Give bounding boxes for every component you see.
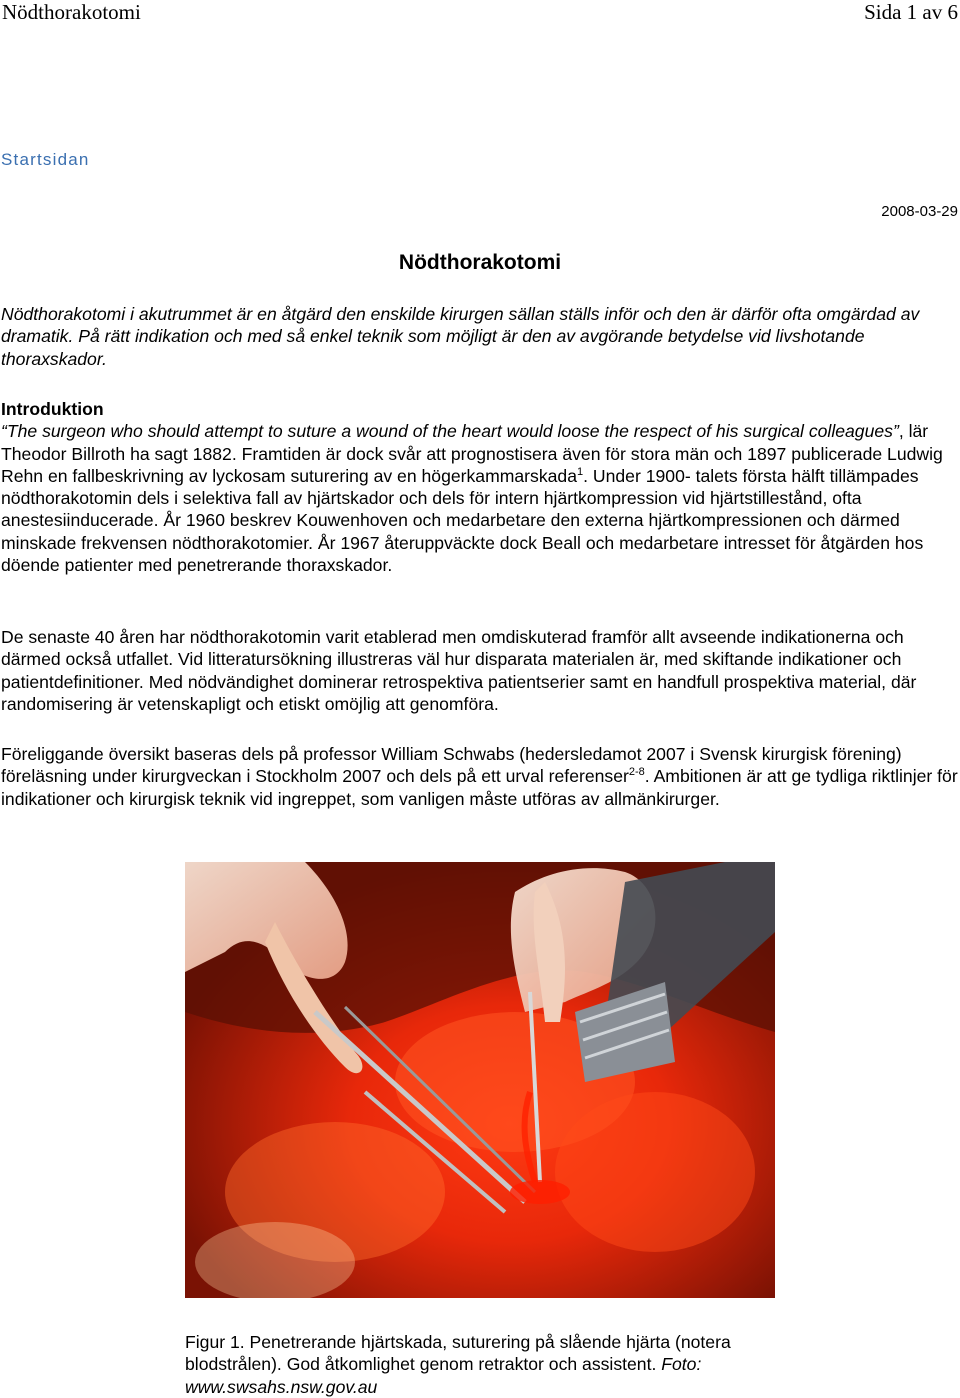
lead-text: Nödthorakotomi i akutrummet är en åtgärd den enskilde kirurgen sällan ställs inför och den är därför ofta omgärdad av dramatik. På rätt indikation och med så enkel teknik som möjligt är den av avgörande betydelse vid livshotande thoraxskador. bbox=[1, 304, 920, 369]
paragraph-2 bbox=[1, 626, 959, 715]
article-date: 2008-03-29 bbox=[881, 203, 958, 220]
caption-credit: Foto: www.swsahs.nsw.gov.au bbox=[185, 1354, 702, 1397]
page-indicator: Sida 1 av 6 bbox=[864, 0, 958, 24]
paragraph-3-a: Föreliggande översikt baseras dels på professor William Schwabs (hedersledamot 2007 i Svensk kirurgisk förening) föreläsning under kirurgveckan i Stockholm 2007 och dels på ett urval referenser bbox=[1, 744, 902, 787]
surgery-photo bbox=[185, 862, 775, 1298]
page-title: Nödthorakotomi bbox=[398, 251, 562, 274]
reference-sup: 2-8 bbox=[628, 766, 645, 779]
intro-text-2: . Under 1900- talets första hälft tillämpades nödthorakotomin dels i selektiva fall av hjärtskador och dels för intern hjärtkompression vid hjärtstillestånd, ofta anestesiinducerade. År 1960 beskrev Kouwenhoven och medarbetare den externa hjärtkompressionen och därmed minskade frekvensen nödthorakotomier. År 1967 återuppväckte dock Beall och medarbetare intresset för åtgärden hos döende patienter med penetrerande thoraxskador. bbox=[1, 465, 924, 576]
reference-sup: 1 bbox=[577, 465, 584, 478]
paragraph-3-text bbox=[1, 743, 959, 810]
billroth-quote: “The surgeon who should attempt to suture a wound of the heart would loose the respect of his surgical colleagues” bbox=[1, 421, 899, 442]
header-title: Nödthorakotomi bbox=[2, 0, 141, 24]
paragraph-3-b: . Ambitionen är att ge tydliga riktlinjer för indikationer och kirurgisk teknik vid ingreppet, som vanligen måste utföras av allmänkirurger. bbox=[1, 766, 958, 809]
section-heading: Introduktion bbox=[1, 399, 104, 419]
intro-paragraph bbox=[1, 420, 959, 576]
paragraph-2-text: De senaste 40 åren har nödthorakotomin varit etablerad men omdiskuterad framför allt avseende indikationerna och därmed också utfallet. Vid litteratursökning illustreras väl hur disparata materialen är, med skiftande indikationer och patientdefinitioner. Med nödvändighet dominerar retrospektiva patientserier samt en handfull prospektiva material, där randomisering är vetenskapligt och etiskt omöjlig att genomföra. bbox=[1, 627, 917, 714]
figure-caption bbox=[185, 1331, 745, 1398]
intro-section bbox=[1, 398, 959, 576]
home-link[interactable]: Startsidan bbox=[1, 150, 90, 169]
paragraph-3 bbox=[1, 743, 959, 810]
lead-paragraph bbox=[1, 303, 959, 370]
caption-text: Figur 1. Penetrerande hjärtskada, suturering på slående hjärta (notera blodstrålen). God åtkomlighet genom retraktor och assistent. bbox=[185, 1332, 731, 1375]
print-header bbox=[0, 0, 960, 24]
intro-text-1: , lär Theodor Billroth ha sagt 1882. Framtiden är dock svår att prognostisera även för stora män och 1897 publicerade Ludwig Rehn en fallbeskrivning av lyckosam suturering av en högerkammarskada bbox=[1, 421, 943, 486]
